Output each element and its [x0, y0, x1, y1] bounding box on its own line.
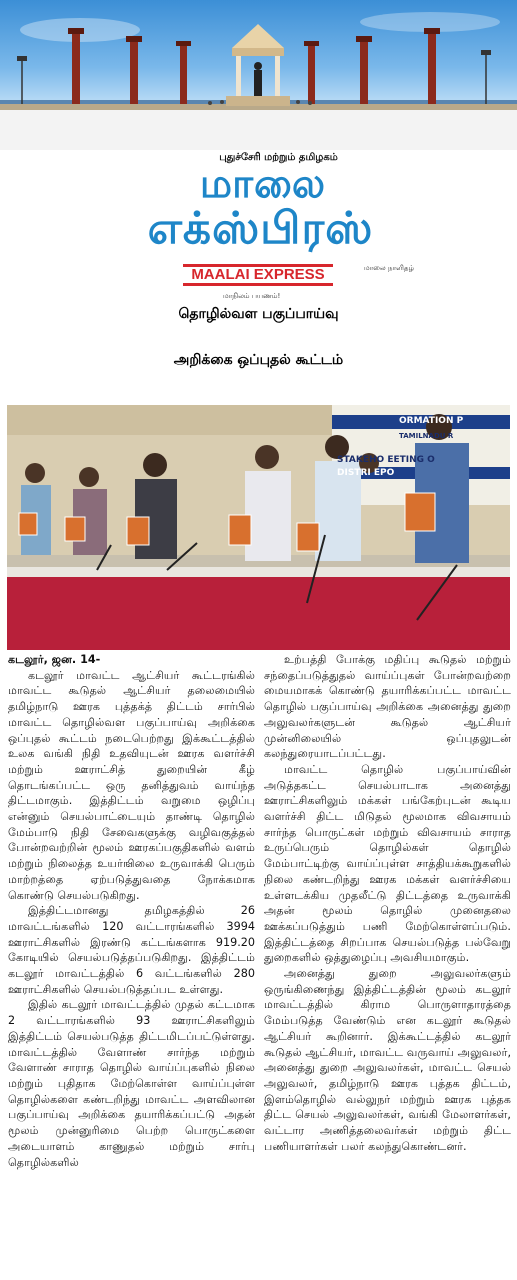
gandhi-memorial-illustration: [0, 0, 517, 150]
article-column-left: [8, 652, 255, 1170]
photo-banner-text-1: ORMATION P: [399, 416, 464, 426]
photo-banner-text-4: DISTRI EPO: [337, 468, 395, 478]
event-photo: [7, 405, 510, 650]
headline-line2: அறிக்கை ஒப்புதல் கூட்டம்: [173, 352, 344, 368]
masthead-kicker: புதுச்சேரி மற்றும் தமிழகம்: [219, 152, 338, 163]
article-paragraph: உற்பத்தி போக்கு மதிப்பு கூடுதல் மற்றும் சந்தைப்படுத்துதல் வாய்ப்புகள் போன்றவற்றை மையமாகக் கொண்டு தயாரிக்கப்பட்ட மாவட்ட தொழில் பகுப்பாய்வு அறிக்கை அனைத்து துறை அலுவலர்களுடன் கூடுதல் ஆட்சியர் முன்னிலையில் ஒப்புதலுடன் கலந்துரையாடப்பட்டது.: [264, 653, 511, 761]
article-paragraph: அனைத்து துறை அலுவலர்களும் ஒருங்கிணைந்து இத்திட்டத்தின் மூலம் கடலூர் மாவட்டத்தில் கிராம பொருளாதாரத்தை மேம்படுத்த வேண்டும் என கடலூர் கூடுதல் ஆட்சியர் கூறினார். இக்கூட்டத்தில் கடலூர் கூடுதல் ஆட்சியர், மாவட்ட வருவாய் அலுவலர், அனைத்து துறை அலுவலர்கள், மாவட்ட செயல் அலுவலர், தமிழ்நாடு ஊரக புத்தக திட்டம், இளம்தொழில் வல்லுநர் மற்றும் ஊரக புத்தக திட்ட செயல் அலுவலர்கள், வங்கி மேலாளர்கள், வட்டார அணித்தலைவர்கள் மற்றும் திட்ட பணியாளர்கள் பலர் கலந்துகொண்டனர்.: [264, 967, 511, 1153]
article-paragraph: இதில் கடலூர் மாவட்டத்தில் முதல் கட்டமாக 2 வட்டாரங்களில் 93 ஊராட்சிகளிலும் இத்திட்டம் செயல்படுத்த திட்டமிடப்பட்டுள்ளது. மாவட்டத்தில் வேளாண் சார்ந்த மற்றும் வேளாண் சாராத தொழில் வாய்ப்புகளில் நிலை மற்றும் புதிதாக மேற்கொள்ள வாய்ப்புள்ள தொழில்களை கண்டறிந்து மாவட்ட அளவிலான பகுப்பாய்வு அறிக்கை தயாரிக்கப்பட்டு அதன் மூலம் முன்னுரிமை பெற்ற பொருட்களை அடையாளம் காணுதல் மற்றும் சார்பு தொழில்களில்: [8, 998, 255, 1169]
article-column-right: [264, 652, 511, 1155]
article-paragraph: மாவட்ட தொழில் பகுப்பாய்வின் அடுத்தகட்ட செயல்பாடாக அனைத்து ஊராட்சிகளிலும் மக்கள் பங்கேற்புடன் கூடிய வளர்ச்சி திட்ட மிடுதல் மூலமாக விவசாயம் சார்ந்த பொருட்கள் மற்றும் விவசாயம் சாராத உருப்பெரும் தொழில்கள் தொழில் மேம்பாட்டிற்கு வாய்ப்புள்ள சாத்தியக்கூறுகளில் நிலை கண்டறிந்து ஊரக மக்கள் வளர்ச்சியை உள்ளடக்கிய முதலீட்டு திட்டத்தை உருவாக்கி அதன் மூலம் தொழில் முனைதலை ஊக்கப்படுத்தும் பணி மேற்கொள்ளப்படும். இத்திட்டத்தை சிறப்பாக செயல்படுத்த பல்வேறு துறைகளில் ஒத்துழைப்பு அவசியமாகும்.: [264, 762, 511, 965]
masthead-subtagline: மாநிலம் பயணம்!: [223, 292, 281, 300]
article-paragraph: கடலூர் மாவட்ட ஆட்சியர் கூட்டரங்கில் மாவட்ட கூடுதல் ஆட்சியர் தலைமையில் தமிழ்நாடு ஊரக புத்தக்த் திட்டம் சார்பில் மாவட்ட தொழில்வள பகுப்பாய்வு அறிக்கை ஒப்புதல் கூட்டம் நடைபெற்றது இக்கூட்டத்தில் உலக வங்கி நிதி உதவியுடன் ஊரக வளர்ச்சி மற்றும் ஊராட்சித் துறையின் கீழ் தொடங்கப்பட்ட ஒரு தனித்துவம் வாய்ந்த திட்டமாகும். இத்திட்டம் வறுமை ஒழிப்பு என்னும் செயல்பாட்டையும் தாண்டி தொழில் மேம்பாடு நிதி சேவைகளுக்கு வழிவகுத்தல் போன்றவற்றின் மூலம் ஊரகப்பகுதிகளில் வளம் மற்றும் நிலைத்த உயர்ஙிலை உருவாக்கி பெரும் மாற்றத்தை ஏற்படுத்துவதை நோக்கமாக கொண்டு செயல்படுகிறது.: [8, 668, 255, 902]
masthead-brand-english: MAALAI EXPRESS: [183, 264, 333, 286]
article-paragraph: இத்திட்டமானது தமிழகத்தில் 26 மாவட்டங்களில் 120 வட்டாரங்களில் 3994 ஊராட்சிகளில் இரண்டு கட்டங்களாக 919.20 கோடியில் செயல்படுத்தப்படுகிறது. இத்திட்டம் கடலூர் மாவட்டத்தில் 6 வட்டங்களில் 280 ஊராட்சிகளில் செயல்படுத்தப்பட உள்ளது.: [8, 904, 255, 996]
photo-banner-text-2: TAMILNADU R: [399, 432, 454, 440]
masthead-banner-image: [0, 0, 517, 150]
headline-line1: தொழில்வள பகுப்பாய்வு: [178, 306, 339, 322]
masthead-tagline: மாலை நாளிதழ்: [364, 264, 415, 272]
photo-banner-text-3: STAKEHO EETING O: [337, 455, 435, 465]
article-dateline: கடலூர், ஜன. 14-: [8, 653, 101, 666]
masthead-title-line1: மாலை: [199, 161, 327, 207]
masthead-title-line2: எக்ஸ்பிரஸ்: [147, 203, 374, 254]
meeting-scene-illustration: [7, 405, 510, 650]
